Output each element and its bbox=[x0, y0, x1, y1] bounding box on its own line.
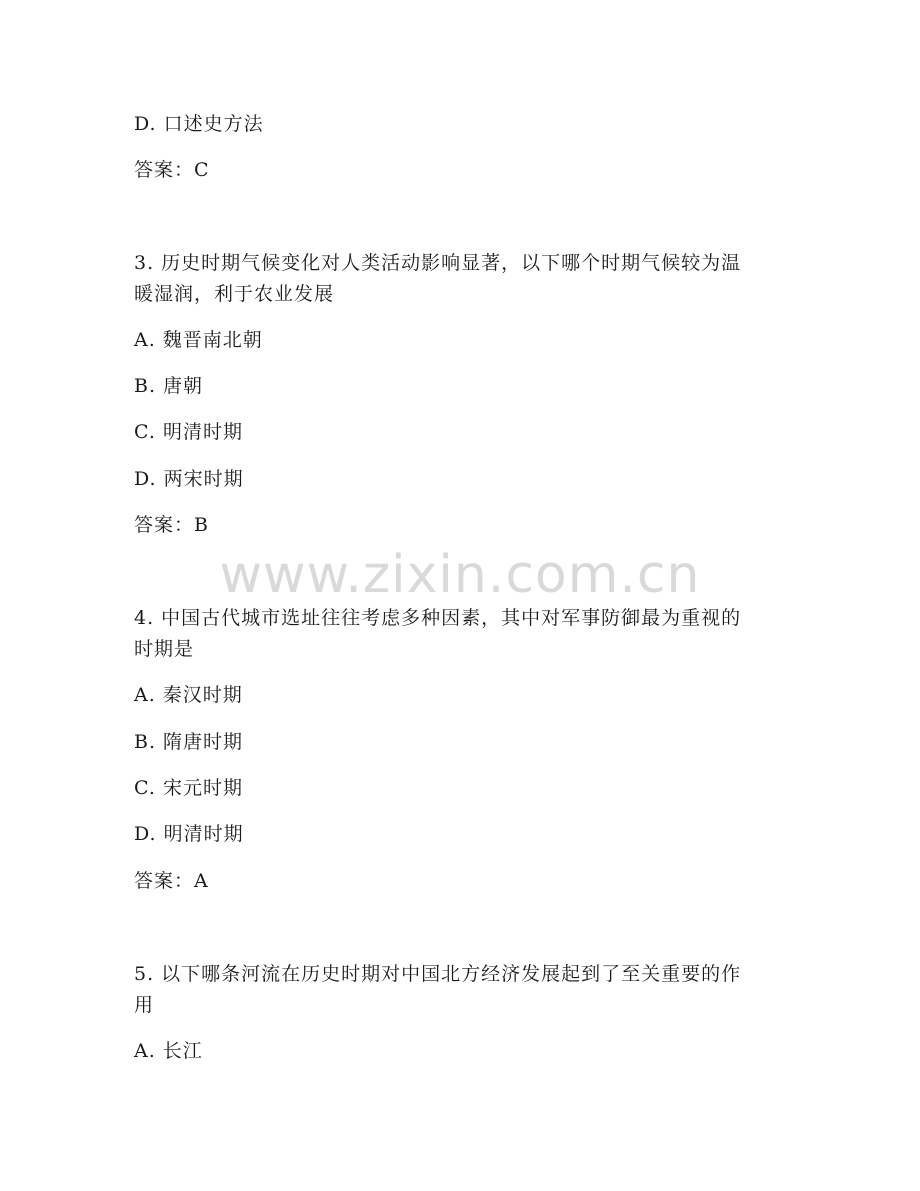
q2-answer: 答案：C bbox=[134, 159, 210, 181]
q4-question-line1: 4. 中国古代城市选址往往考虑多种因素，其中对军事防御最为重视的 bbox=[134, 607, 742, 629]
watermark: www.zixin.com.cn bbox=[219, 545, 701, 605]
q3-question-line1: 3. 历史时期气候变化对人类活动影响显著，以下哪个时期气候较为温 bbox=[134, 252, 742, 274]
q4-option-b: B. 隋唐时期 bbox=[134, 731, 244, 753]
q2-option-d: D. 口述史方法 bbox=[134, 113, 264, 135]
q4-option-c: C. 宋元时期 bbox=[134, 777, 243, 799]
q5-question-line1: 5. 以下哪条河流在历史时期对中国北方经济发展起到了至关重要的作 bbox=[134, 963, 742, 985]
q4-answer: 答案：A bbox=[134, 870, 209, 892]
q3-question-line2: 暖湿润，利于农业发展 bbox=[134, 283, 335, 305]
q4-option-a: A. 秦汉时期 bbox=[134, 684, 243, 706]
q5-option-a: A. 长江 bbox=[134, 1040, 203, 1062]
q3-option-d: D. 两宋时期 bbox=[134, 468, 244, 490]
q3-answer: 答案：B bbox=[134, 514, 209, 536]
q3-option-c: C. 明清时期 bbox=[134, 421, 243, 443]
q4-question-line2: 时期是 bbox=[134, 638, 195, 660]
q4-option-d: D. 明清时期 bbox=[134, 823, 244, 845]
q3-option-b: B. 唐朝 bbox=[134, 375, 204, 397]
q5-question-line2: 用 bbox=[134, 994, 155, 1016]
q3-option-a: A. 魏晋南北朝 bbox=[134, 329, 263, 351]
